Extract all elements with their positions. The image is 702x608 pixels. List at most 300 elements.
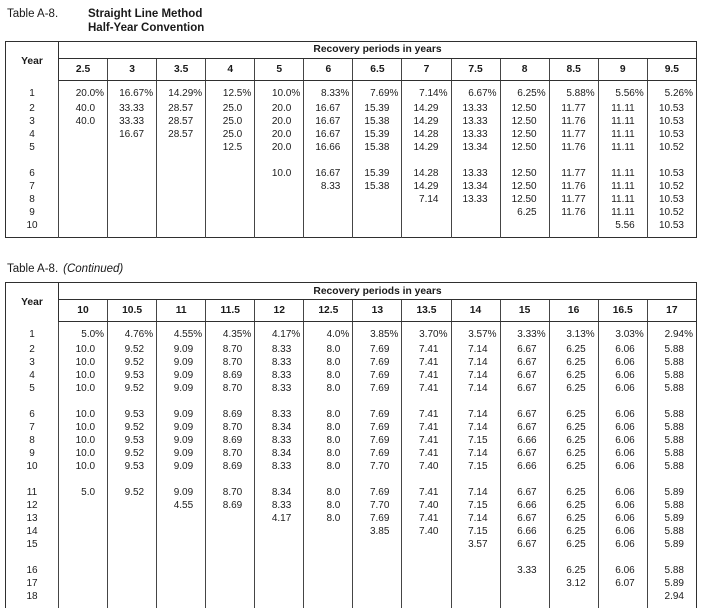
percentage-cell (255, 180, 304, 193)
empty-cell (402, 603, 451, 608)
percentage-cell: 9.09 (157, 486, 206, 499)
percentage-cell: 11.11 (598, 128, 647, 141)
percentage-cell: 7.15 (451, 525, 500, 538)
percentage-cell (59, 564, 108, 577)
year-cell: 13 (26, 513, 38, 525)
percentage-cell (59, 180, 108, 193)
percentage-cell: 11.77 (549, 128, 598, 141)
percentage-cell: 20.0% (59, 80, 108, 102)
percentage-cell: 9.09 (157, 447, 206, 460)
table-row (6, 590, 697, 603)
recovery-period-column-header: 3.5 (157, 58, 206, 80)
percentage-cell: 9.09 (157, 356, 206, 369)
percentage-cell: 3.33 (500, 564, 549, 577)
table-row (6, 369, 697, 382)
percentage-cell: 7.14 (451, 447, 500, 460)
percentage-cell: 13.33 (451, 128, 500, 141)
percentage-cell (598, 590, 647, 603)
percentage-cell (402, 219, 451, 232)
percentage-cell: 3.12 (549, 577, 598, 590)
percentage-cell (304, 525, 353, 538)
empty-cell (157, 603, 206, 608)
empty-cell (255, 154, 304, 167)
percentage-cell: 6.67 (500, 343, 549, 356)
percentage-cell: 8.34 (255, 486, 304, 499)
percentage-cell (255, 219, 304, 232)
empty-cell (206, 603, 255, 608)
recovery-period-column-header: 7 (402, 58, 451, 80)
percentage-cell (157, 512, 206, 525)
percentage-cell: 20.0 (255, 102, 304, 115)
percentage-cell (353, 577, 402, 590)
percentage-cell (157, 577, 206, 590)
empty-cell (451, 395, 500, 408)
percentage-cell: 7.41 (402, 421, 451, 434)
percentage-cell: 6.66 (500, 460, 549, 473)
percentage-cell: 8.0 (304, 343, 353, 356)
empty-cell (108, 551, 157, 564)
bottom-pad-row (6, 232, 697, 238)
percentage-cell (206, 193, 255, 206)
percentage-cell: 11.76 (549, 180, 598, 193)
percentage-cell: 12.5% (206, 80, 255, 102)
percentage-cell: 5.56 (598, 219, 647, 232)
empty-cell (598, 154, 647, 167)
empty-cell (157, 395, 206, 408)
empty-cell (451, 603, 500, 608)
percentage-cell: 9.53 (108, 460, 157, 473)
percentage-cell: 12.5 (206, 141, 255, 154)
percentage-cell: 10.0 (59, 434, 108, 447)
percentage-cell (157, 590, 206, 603)
percentage-cell: 7.69 (353, 408, 402, 421)
percentage-cell: 16.67 (304, 115, 353, 128)
percentage-cell: 11.77 (549, 102, 598, 115)
percentage-cell: 5.89 (647, 486, 696, 499)
empty-cell (402, 232, 451, 238)
percentage-cell: 11.11 (598, 206, 647, 219)
recovery-period-column-header: 13 (353, 300, 402, 322)
percentage-cell: 6.06 (598, 499, 647, 512)
group-gap-row (6, 473, 697, 486)
year-cell: 14 (26, 526, 38, 538)
percentage-cell (353, 219, 402, 232)
percentage-cell (402, 590, 451, 603)
span-header-row (6, 41, 697, 58)
recovery-period-column-header: 11 (157, 300, 206, 322)
percentage-cell (157, 525, 206, 538)
percentage-cell (157, 538, 206, 551)
percentage-cell: 40.0 (59, 115, 108, 128)
percentage-cell: 6.67 (500, 408, 549, 421)
empty-cell (157, 154, 206, 167)
percentage-cell (157, 193, 206, 206)
table-row (6, 356, 697, 369)
percentage-cell: 8.34 (255, 447, 304, 460)
empty-cell (549, 154, 598, 167)
empty-cell (6, 473, 59, 486)
percentage-cell: 9.53 (108, 434, 157, 447)
group-gap-row (6, 154, 697, 167)
recovery-period-column-header: 8.5 (549, 58, 598, 80)
percentage-cell (157, 564, 206, 577)
percentage-cell: 8.0 (304, 421, 353, 434)
percentage-cell (157, 206, 206, 219)
empty-cell (598, 551, 647, 564)
percentage-cell: 25.0 (206, 128, 255, 141)
empty-cell (353, 473, 402, 486)
percentage-cell (108, 577, 157, 590)
table-row (6, 167, 697, 180)
percentage-cell: 20.0 (255, 141, 304, 154)
year-cell: 15 (26, 539, 38, 551)
percentage-cell (451, 219, 500, 232)
percentage-cell: 5.88 (647, 408, 696, 421)
percentage-cell (402, 538, 451, 551)
table-row (6, 141, 697, 154)
percentage-cell (59, 219, 108, 232)
empty-cell (353, 551, 402, 564)
empty-cell (108, 154, 157, 167)
percentage-cell (59, 538, 108, 551)
percentage-cell: 6.06 (598, 408, 647, 421)
table-row (6, 128, 697, 141)
percentage-cell: 11.11 (598, 193, 647, 206)
percentage-cell (108, 564, 157, 577)
recovery-periods-header: Recovery periods in years (59, 41, 697, 58)
percentage-cell: 9.52 (108, 421, 157, 434)
percentage-cell: 4.55 (157, 499, 206, 512)
percentage-cell: 6.06 (598, 538, 647, 551)
percentage-cell: 7.15 (451, 460, 500, 473)
percentage-cell: 8.33 (255, 369, 304, 382)
recovery-periods-header: Recovery periods in years (59, 283, 697, 300)
empty-cell (206, 551, 255, 564)
table1-title-main (88, 7, 204, 36)
percentage-cell (304, 564, 353, 577)
percentage-cell: 8.0 (304, 408, 353, 421)
percentage-cell: 7.14 (451, 356, 500, 369)
percentage-cell: 6.06 (598, 512, 647, 525)
year-cell: 3 (29, 357, 35, 369)
percentage-cell (353, 206, 402, 219)
percentage-cell (255, 525, 304, 538)
table-row (6, 421, 697, 434)
percentage-cell: 7.14 (451, 382, 500, 395)
percentage-cell (59, 167, 108, 180)
percentage-cell: 5.88 (647, 382, 696, 395)
recovery-period-column-header: 12 (255, 300, 304, 322)
percentage-cell: 8.70 (206, 447, 255, 460)
recovery-period-column-header: 4 (206, 58, 255, 80)
year-cell: 7 (29, 180, 35, 192)
percentage-cell: 8.33 (255, 434, 304, 447)
empty-cell (598, 603, 647, 608)
empty-cell (206, 473, 255, 486)
percentage-cell (59, 512, 108, 525)
table-row (6, 193, 697, 206)
empty-cell (6, 603, 59, 608)
percentage-cell: 6.06 (598, 486, 647, 499)
percentage-cell: 14.29 (402, 102, 451, 115)
percentage-cell: 25.0 (206, 115, 255, 128)
percentage-cell: 4.35% (206, 322, 255, 344)
year-column-header: Year (6, 283, 59, 322)
table-row (6, 115, 697, 128)
percentage-cell: 9.53 (108, 408, 157, 421)
percentage-cell: 7.41 (402, 512, 451, 525)
empty-cell (353, 395, 402, 408)
percentage-cell: 7.40 (402, 525, 451, 538)
table2-title-continued: (Continued) (63, 262, 124, 275)
percentage-cell: 8.33 (304, 180, 353, 193)
empty-cell (647, 603, 696, 608)
percentage-cell: 8.33 (255, 408, 304, 421)
percentage-cell (59, 206, 108, 219)
empty-cell (255, 473, 304, 486)
percentage-cell: 12.50 (500, 193, 549, 206)
group-gap-row (6, 551, 697, 564)
percentage-cell: 2.94 (647, 590, 696, 603)
percentage-cell: 5.89 (647, 512, 696, 525)
percentage-cell: 9.52 (108, 356, 157, 369)
percentage-cell (304, 577, 353, 590)
percentage-cell: 6.25 (549, 486, 598, 499)
year-cell: 11 (26, 487, 38, 499)
percentage-cell: 8.0 (304, 382, 353, 395)
percentage-cell: 7.14 (451, 343, 500, 356)
empty-cell (6, 154, 59, 167)
percentage-cell (108, 206, 157, 219)
percentage-cell: 5.26% (647, 80, 696, 102)
percentage-cell: 8.33 (255, 382, 304, 395)
percentage-cell: 7.69 (353, 382, 402, 395)
year-cell: 9 (29, 206, 35, 218)
percentage-cell: 8.69 (206, 408, 255, 421)
percentage-cell: 6.25 (549, 369, 598, 382)
percentage-cell (108, 538, 157, 551)
empty-cell (353, 232, 402, 238)
table-row (6, 486, 697, 499)
percentage-cell: 8.70 (206, 356, 255, 369)
empty-cell (451, 232, 500, 238)
recovery-period-column-header: 12.5 (304, 300, 353, 322)
percentage-cell: 6.25 (549, 382, 598, 395)
percentage-cell: 6.25 (549, 512, 598, 525)
recovery-period-column-header: 10.5 (108, 300, 157, 322)
recovery-period-column-header: 8 (500, 58, 549, 80)
empty-cell (206, 232, 255, 238)
table1-title-prefix: Table A-8. (7, 8, 59, 20)
percentage-cell: 8.33 (255, 356, 304, 369)
percentage-cell (206, 577, 255, 590)
percentage-cell: 12.50 (500, 141, 549, 154)
empty-cell (108, 395, 157, 408)
percentage-cell: 5.88 (647, 447, 696, 460)
percentage-cell: 6.07 (598, 577, 647, 590)
group-gap-row (6, 395, 697, 408)
percentage-cell (304, 193, 353, 206)
empty-cell (647, 395, 696, 408)
percentage-cell: 11.11 (598, 102, 647, 115)
percentage-cell (549, 219, 598, 232)
percentage-cell: 5.88 (647, 460, 696, 473)
percentage-cell: 8.0 (304, 499, 353, 512)
percentage-cell: 6.25 (549, 356, 598, 369)
empty-cell (157, 551, 206, 564)
percentage-cell: 5.88% (549, 80, 598, 102)
percentage-cell: 7.69 (353, 447, 402, 460)
percentage-cell: 9.52 (108, 486, 157, 499)
percentage-cell (59, 128, 108, 141)
year-cell: 3 (29, 115, 35, 127)
percentage-cell (108, 219, 157, 232)
empty-cell (500, 154, 549, 167)
percentage-cell (255, 193, 304, 206)
percentage-cell: 7.41 (402, 447, 451, 460)
percentage-cell: 9.09 (157, 460, 206, 473)
recovery-period-column-header: 9.5 (647, 58, 696, 80)
percentage-cell: 9.52 (108, 447, 157, 460)
percentage-cell: 5.88 (647, 434, 696, 447)
percentage-cell: 5.89 (647, 538, 696, 551)
year-cell: 10 (26, 461, 38, 473)
empty-cell (647, 154, 696, 167)
percentage-cell: 12.50 (500, 102, 549, 115)
year-cell: 1 (29, 329, 35, 341)
percentage-cell: 6.06 (598, 564, 647, 577)
percentage-cell (304, 219, 353, 232)
percentage-cell (157, 180, 206, 193)
percentage-cell: 8.70 (206, 421, 255, 434)
percentage-cell: 9.09 (157, 382, 206, 395)
percentage-cell: 9.09 (157, 408, 206, 421)
percentage-cell: 5.88 (647, 499, 696, 512)
year-cell: 5 (29, 383, 35, 395)
percentage-cell: 10.53 (647, 115, 696, 128)
percentage-cell: 7.40 (402, 499, 451, 512)
percentage-cell: 28.57 (157, 102, 206, 115)
percentage-cell: 5.88 (647, 525, 696, 538)
percentage-cell: 11.77 (549, 193, 598, 206)
percentage-cell: 7.69 (353, 356, 402, 369)
percentage-cell: 10.53 (647, 167, 696, 180)
percentage-cell (206, 512, 255, 525)
percentage-cell: 8.0 (304, 512, 353, 525)
percentage-cell: 9.09 (157, 369, 206, 382)
percentage-cell: 6.06 (598, 343, 647, 356)
empty-cell (6, 232, 59, 238)
percentage-cell: 10.53 (647, 128, 696, 141)
empty-cell (304, 232, 353, 238)
year-cell: 2 (29, 344, 35, 356)
table-row (6, 499, 697, 512)
year-column-header: Year (6, 41, 59, 80)
empty-cell (304, 473, 353, 486)
percentage-cell: 14.29 (402, 180, 451, 193)
percentage-cell: 15.39 (353, 128, 402, 141)
percentage-cell: 10.0 (59, 408, 108, 421)
recovery-period-column-header: 6 (304, 58, 353, 80)
percentage-cell: 8.70 (206, 382, 255, 395)
percentage-cell: 12.50 (500, 128, 549, 141)
recovery-period-column-header: 16 (549, 300, 598, 322)
year-cell: 4 (29, 370, 35, 382)
percentage-cell: 15.39 (353, 167, 402, 180)
table2-title-prefix: Table A-8. (7, 262, 59, 275)
percentage-cell (59, 525, 108, 538)
percentage-cell: 6.67 (500, 486, 549, 499)
recovery-period-column-header: 16.5 (598, 300, 647, 322)
bottom-pad-row (6, 603, 697, 608)
percentage-cell: 11.11 (598, 141, 647, 154)
percentage-cell (108, 499, 157, 512)
percentage-cell: 7.15 (451, 499, 500, 512)
percentage-cell: 3.33% (500, 322, 549, 344)
percentage-cell (255, 564, 304, 577)
empty-cell (304, 551, 353, 564)
percentage-cell: 25.0 (206, 102, 255, 115)
empty-cell (598, 473, 647, 486)
empty-cell (255, 551, 304, 564)
percentage-cell: 16.67 (304, 167, 353, 180)
table-row (6, 408, 697, 421)
percentage-cell: 10.0 (59, 447, 108, 460)
percentage-cell: 5.56% (598, 80, 647, 102)
table-row (6, 219, 697, 232)
percentage-cell: 8.34 (255, 421, 304, 434)
empty-cell (6, 395, 59, 408)
recovery-period-column-header: 6.5 (353, 58, 402, 80)
table1-body (6, 80, 697, 237)
recovery-period-column-header: 14 (451, 300, 500, 322)
percentage-cell: 9.09 (157, 434, 206, 447)
empty-cell (451, 154, 500, 167)
empty-cell (500, 551, 549, 564)
empty-cell (402, 473, 451, 486)
year-cell: 6 (29, 167, 35, 179)
empty-cell (108, 473, 157, 486)
percentage-cell: 40.0 (59, 102, 108, 115)
percentage-cell: 16.67 (304, 102, 353, 115)
empty-cell (549, 473, 598, 486)
percentage-cell: 3.03% (598, 322, 647, 344)
percentage-cell: 15.38 (353, 141, 402, 154)
percentage-cell: 8.69 (206, 499, 255, 512)
year-cell: 10 (26, 219, 38, 231)
percentage-cell: 7.41 (402, 382, 451, 395)
percentage-cell: 13.33 (451, 193, 500, 206)
percentage-cell (157, 141, 206, 154)
percentage-cell: 6.67 (500, 447, 549, 460)
percentage-cell: 6.06 (598, 525, 647, 538)
percentage-cell: 28.57 (157, 128, 206, 141)
recovery-period-column-header: 13.5 (402, 300, 451, 322)
percentage-cell: 5.89 (647, 577, 696, 590)
table-row (6, 577, 697, 590)
empty-cell (304, 154, 353, 167)
empty-cell (647, 551, 696, 564)
empty-cell (647, 473, 696, 486)
percentage-cell: 6.06 (598, 434, 647, 447)
percentage-cell: 8.33% (304, 80, 353, 102)
percentage-cell: 12.50 (500, 167, 549, 180)
percentage-cell: 11.77 (549, 167, 598, 180)
percentage-cell: 11.76 (549, 206, 598, 219)
percentage-cell: 16.67% (108, 80, 157, 102)
percentage-cell: 7.69 (353, 486, 402, 499)
percentage-cell: 7.14 (451, 512, 500, 525)
